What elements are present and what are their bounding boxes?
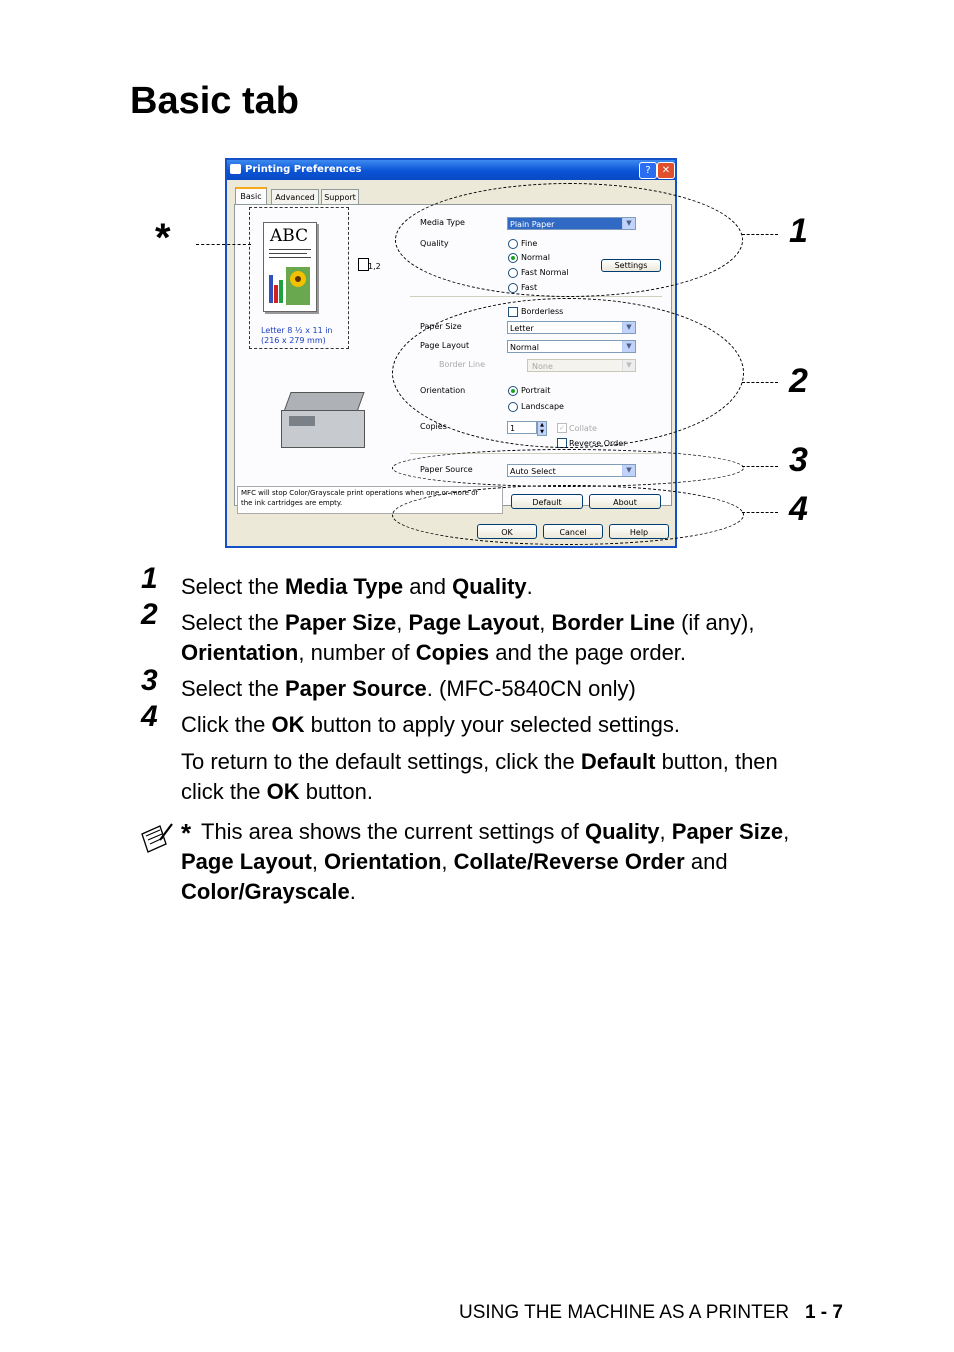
dialog-title-bar xyxy=(227,160,675,180)
callout-star-leader xyxy=(196,244,251,245)
orientation-portrait-label: Portrait xyxy=(521,386,551,395)
copies-value: 1 xyxy=(510,424,516,433)
callout-number-1: 1 xyxy=(789,212,808,250)
page-layout-label: Page Layout xyxy=(420,341,470,350)
orientation-label: Orientation xyxy=(420,386,466,395)
borderless-label: Borderless xyxy=(521,307,564,316)
tab-support[interactable]: Support xyxy=(321,189,359,205)
chevron-down-icon: ▼ xyxy=(622,465,635,476)
tab-basic[interactable]: Basic xyxy=(235,187,267,206)
machine-panel xyxy=(289,416,315,426)
callout-3-leader xyxy=(742,466,778,467)
callout-oval-4 xyxy=(392,485,744,545)
step-number-2: 2 xyxy=(141,598,158,631)
collate-label: Collate xyxy=(569,424,597,433)
paper-size-value: Letter xyxy=(510,324,534,333)
page-layout-value: Normal xyxy=(510,343,539,352)
copies-marker: 1,2 xyxy=(368,262,381,271)
printer-icon xyxy=(230,164,241,174)
step-4-text: Click the OK button to apply your selected settings. xyxy=(181,712,680,737)
collate-checkbox[interactable]: ✓ xyxy=(557,423,567,433)
copies-label: Copies xyxy=(420,422,447,431)
dialog-title: Printing Preferences xyxy=(245,164,362,175)
callout-oval-2 xyxy=(392,298,744,448)
border-line-label: Border Line xyxy=(439,360,486,369)
status-line-2: the ink cartridges are empty. xyxy=(241,499,343,507)
quality-fine-label: Fine xyxy=(521,239,538,248)
paper-source-value: Auto Select xyxy=(510,467,556,476)
page-title: Basic tab xyxy=(130,80,299,122)
machine-scanner xyxy=(283,392,364,412)
chevron-down-icon: ▼ xyxy=(622,218,635,229)
default-button[interactable]: Default xyxy=(511,494,583,509)
callout-star: * xyxy=(155,216,171,260)
step-3-text: Select the Paper Source. (MFC-5840CN only) xyxy=(181,676,636,701)
chevron-down-icon: ▼ xyxy=(622,360,635,371)
callout-oval-3 xyxy=(392,449,744,487)
cancel-button[interactable]: Cancel xyxy=(543,524,603,539)
chevron-down-icon: ▼ xyxy=(622,341,635,352)
quality-fast-normal-label: Fast Normal xyxy=(521,268,569,277)
callout-number-2: 2 xyxy=(789,362,808,400)
status-line-1: MFC will stop Color/Grayscale print operations when one or more of xyxy=(241,489,478,497)
step-2-text: Select the Paper Size, Page Layout, Border Line (if any), Orientation, number of Copies and the page order. xyxy=(181,610,755,665)
footer-page-number: 1 - 7 xyxy=(804,1302,843,1323)
callout-number-3: 3 xyxy=(789,441,808,479)
preview-bar xyxy=(274,285,278,303)
ok-button[interactable]: OK xyxy=(477,524,537,539)
reverse-order-label: Reverse Order xyxy=(569,439,627,448)
callout-number-4: 4 xyxy=(789,490,808,528)
return-default-note: To return to the default settings, click the Default button, then click the OK button. xyxy=(181,749,778,804)
copies-spinner[interactable]: ▲ ▼ xyxy=(537,421,547,436)
note-text: This area shows the current settings of Quality, Paper Size, Page Layout, Orientation, Collate/Reverse Order and Color/Grayscale. xyxy=(181,819,790,904)
callout-1-leader xyxy=(742,234,778,235)
quality-fast-label: Fast xyxy=(521,283,538,292)
note-pencil-icon xyxy=(136,820,176,860)
sunflower-image xyxy=(286,267,310,305)
separator xyxy=(410,296,662,297)
tab-advanced[interactable]: Advanced xyxy=(271,189,319,205)
paper-size-line1: Letter 8 ½ x 11 in xyxy=(261,326,333,335)
media-type-label: Media Type xyxy=(420,218,465,227)
preview-bar xyxy=(269,275,273,303)
preview-line xyxy=(269,253,307,254)
step-number-1: 1 xyxy=(141,562,158,595)
page-preview xyxy=(263,222,317,312)
step-number-3: 3 xyxy=(141,664,158,697)
quality-normal-label: Normal xyxy=(521,253,550,262)
footer-section: USING THE MACHINE AS A PRINTER xyxy=(459,1302,790,1323)
paper-size-line2: (216 x 279 mm) xyxy=(261,336,326,345)
settings-button[interactable]: Settings xyxy=(601,259,661,272)
step-number-4: 4 xyxy=(141,700,158,733)
quality-label: Quality xyxy=(420,239,449,248)
chevron-down-icon: ▼ xyxy=(622,322,635,333)
page-footer xyxy=(459,1302,843,1324)
preview-line xyxy=(269,257,311,258)
orientation-landscape-label: Landscape xyxy=(521,402,564,411)
sunflower-center xyxy=(295,276,301,282)
help-button[interactable]: Help xyxy=(609,524,669,539)
callout-2-leader xyxy=(742,382,778,383)
about-button[interactable]: About xyxy=(589,494,661,509)
preview-abc: ABC xyxy=(270,226,309,246)
paper-source-label: Paper Source xyxy=(420,465,473,474)
callout-oval-1 xyxy=(395,183,743,297)
paper-size-label: Paper Size xyxy=(420,322,462,331)
machine-image xyxy=(279,392,365,448)
help-title-button[interactable]: ? xyxy=(639,162,657,179)
callout-4-leader xyxy=(742,512,778,513)
preview-line xyxy=(269,249,311,250)
note-star: * xyxy=(181,818,192,848)
step-1-text: Select the Media Type and Quality. xyxy=(181,574,533,599)
media-type-value: Plain Paper xyxy=(510,220,555,229)
border-line-value: None xyxy=(532,362,553,371)
preview-bar xyxy=(279,280,283,303)
close-button[interactable]: ✕ xyxy=(657,162,675,179)
